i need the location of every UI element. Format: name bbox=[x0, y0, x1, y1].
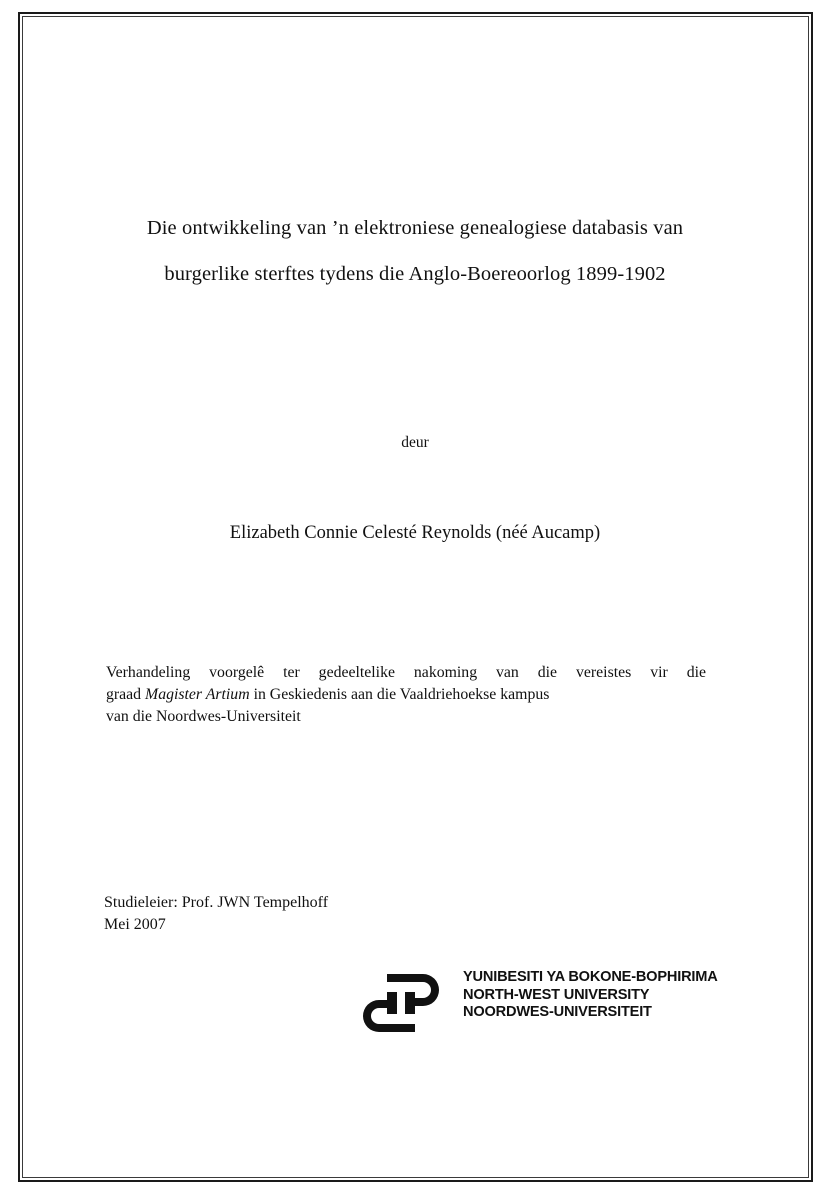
degree-statement-line-2-prefix: graad bbox=[106, 686, 146, 703]
supervisor-name: Studieleier: Prof. JWN Tempelhoff bbox=[104, 894, 329, 911]
university-logo bbox=[255, 963, 718, 1043]
degree-statement-line-1: Verhandeling voorgelê ter gedeeltelike nakoming van die vereistes vir die bbox=[106, 664, 706, 681]
degree-statement-line-2 bbox=[106, 684, 706, 706]
university-logo-text bbox=[463, 969, 718, 1022]
title-page-content bbox=[100, 0, 730, 1200]
degree-statement-line-3: van die Noordwes-Universiteit bbox=[106, 708, 301, 725]
by-label: deur bbox=[401, 434, 429, 451]
title-line-2: burgerlike sterftes tydens die Anglo-Boereoorlog 1899-1902 bbox=[164, 263, 666, 285]
university-logo-text-line-1: YUNIBESITI YA BOKONE-BOPHIRIMA bbox=[463, 969, 718, 985]
page-title bbox=[100, 205, 730, 297]
north-west-university-logo-icon bbox=[353, 970, 449, 1036]
degree-name-italic: Magister Artium bbox=[145, 686, 250, 703]
author-name: Elizabeth Connie Celesté Reynolds (néé Aucamp) bbox=[229, 523, 601, 543]
degree-statement-line-2-suffix: in Geskiedenis aan die Vaaldriehoekse kampus bbox=[249, 686, 550, 703]
university-logo-text-line-2: NORTH-WEST UNIVERSITY bbox=[463, 986, 650, 1003]
supervisor-block bbox=[104, 892, 704, 936]
submission-date: Mei 2007 bbox=[104, 916, 166, 933]
degree-statement bbox=[106, 662, 706, 728]
title-line-1: Die ontwikkeling van ’n elektroniese genealogiese databasis van bbox=[146, 217, 684, 239]
university-logo-text-line-3: NOORDWES-UNIVERSITEIT bbox=[463, 1004, 652, 1020]
